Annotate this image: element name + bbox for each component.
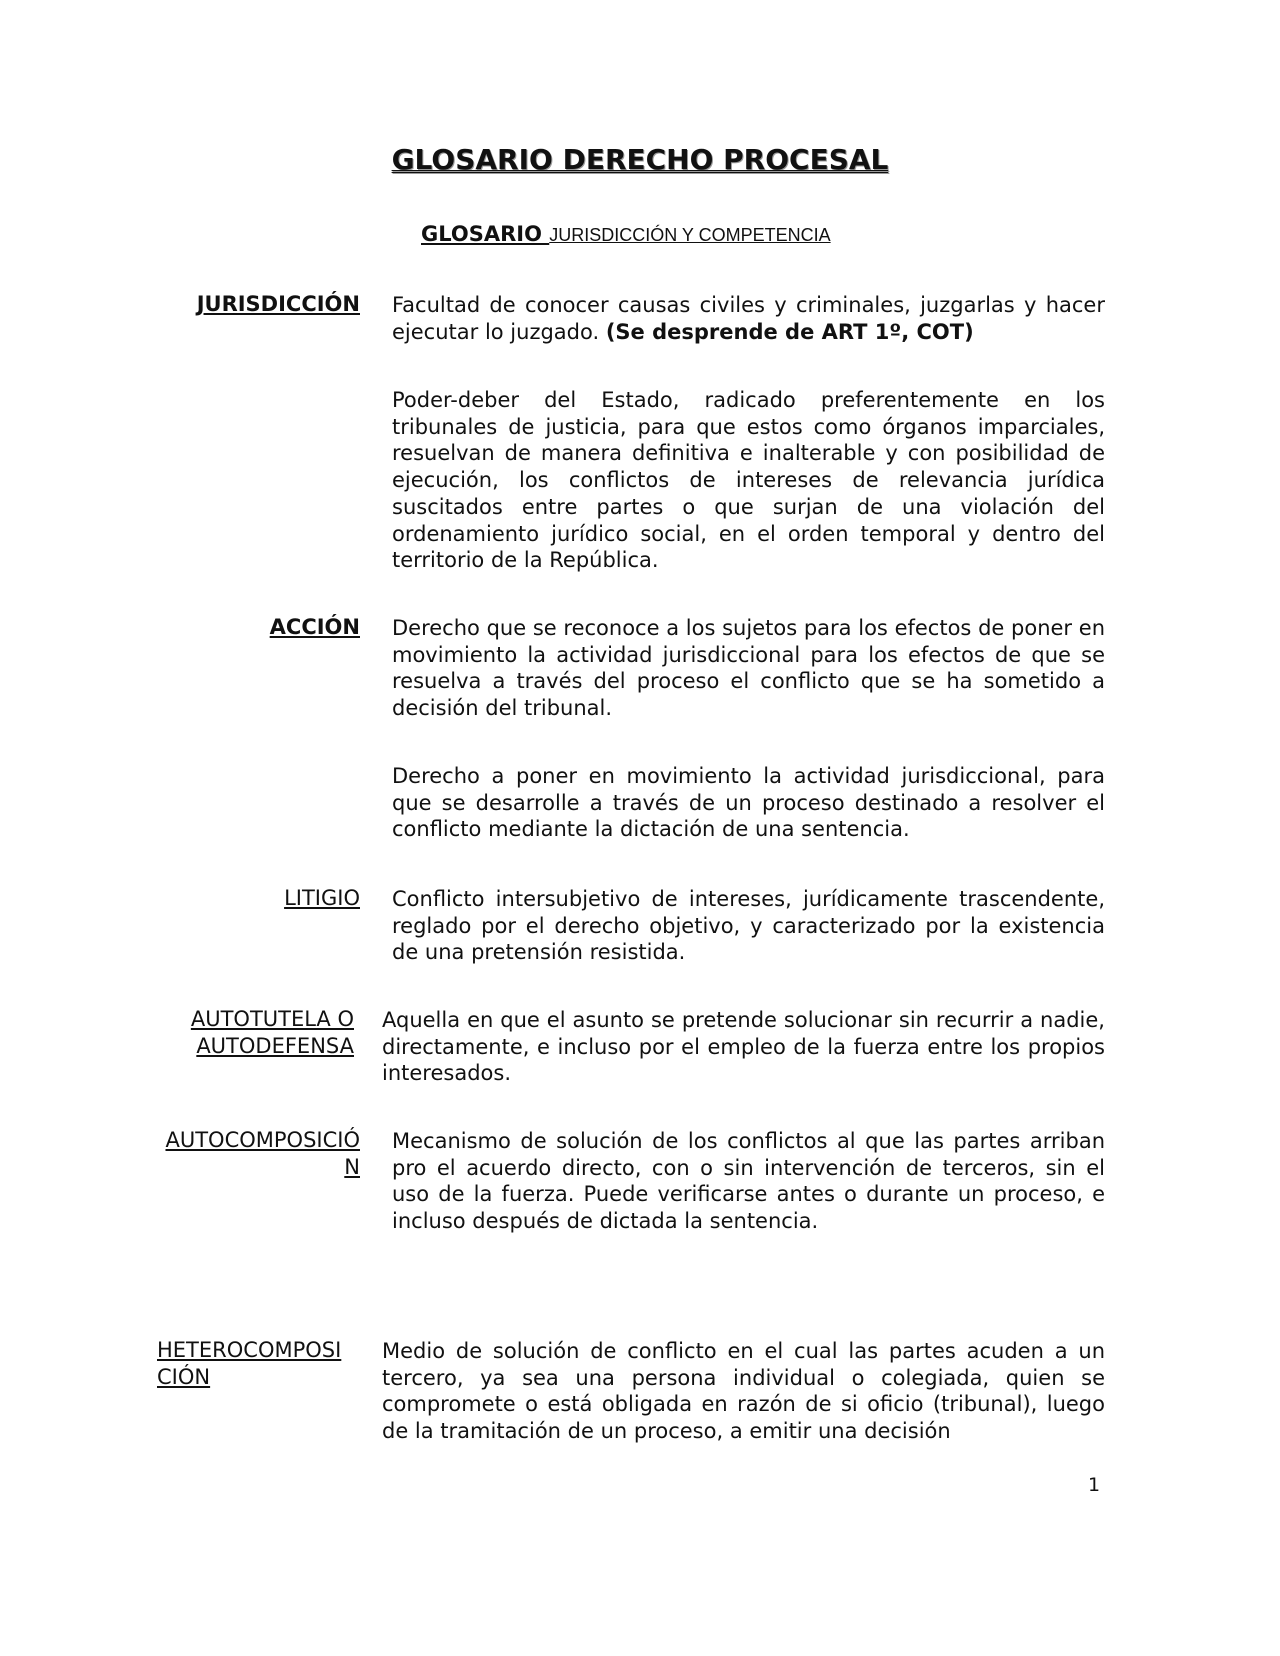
term-autotutela [191, 1006, 354, 1060]
definition-jurisdiccion-2: Poder-deber del Estado, radicado preferentemente en los tribunales de justicia, para que estos como órganos imparciales, resuelvan de manera definitiva e inalterable y con posibilidad de ejecución, los conflictos de intereses de relevancia jurídica suscitados entre partes o que surjan de una violación del ordenamiento jurídico social, en el orden temporal y dentro del territorio de la República. [392, 388, 1105, 573]
term-autocomposicion [165, 1127, 360, 1181]
subtitle-bold: GLOSARIO [421, 222, 550, 246]
definition-accion-2: Derecho a poner en movimiento la actividad jurisdiccional, para que se desarrolle a través de un proceso destinado a resolver el conflicto mediante la dictación de una sentencia. [392, 764, 1105, 842]
term-line: CIÓN [157, 1365, 211, 1389]
term-line: AUTODEFENSA [196, 1034, 354, 1058]
definition-litigio: Conflicto intersubjetivo de intereses, jurídicamente trascendente, reglado por el derecho objetivo, y caracterizado por la existencia de una pretensión resistida. [392, 887, 1105, 965]
term-line: AUTOCOMPOSICIÓ [165, 1128, 360, 1152]
definition-heterocomposicion: Medio de solución de conflicto en el cual las partes acuden a un tercero, ya sea una persona individual o colegiada, quien se compromete o está obligada en razón de si oficio (tribunal), luego de la tramitación de un proceso, a emitir una decisión [382, 1339, 1105, 1444]
term-line: N [344, 1155, 360, 1179]
definition-accion-1: Derecho que se reconoce a los sujetos para los efectos de poner en movimiento la actividad jurisdiccional para los efectos de que se resuelva a través del proceso el conflicto que se ha sometido a decisión del tribunal. [392, 616, 1105, 721]
term-line: HETEROCOMPOSI [157, 1338, 342, 1362]
definition-text: Facultad de conocer causas civiles y criminales, juzgarlas y hacer ejecutar lo juzgado. [392, 293, 1105, 344]
definition-jurisdiccion-1 [392, 292, 1105, 345]
subtitle-rest: JURISDICCIÓN Y COMPETENCIA [549, 225, 831, 245]
section-subtitle [421, 222, 831, 246]
document-title: GLOSARIO DERECHO PROCESAL [391, 143, 889, 176]
term-line: AUTOTUTELA O [190, 1007, 354, 1031]
definition-autotutela: Aquella en que el asunto se pretende solucionar sin recurrir a nadie, directamente, e incluso por el empleo de la fuerza entre los propios interesados. [382, 1008, 1105, 1086]
page-number: 1 [1088, 1474, 1101, 1496]
term-accion: ACCIÓN [269, 615, 360, 639]
term-jurisdiccion: JURISDICCIÓN [196, 292, 360, 316]
definition-autocomposicion: Mecanismo de solución de los conflictos al que las partes arriban pro el acuerdo directo, con o sin intervención de terceros, sin el uso de la fuerza. Puede verificarse antes o durante un proceso, e incluso después de dictada la sentencia. [392, 1129, 1105, 1234]
term-litigio: LITIGIO [284, 886, 360, 910]
definition-citation: (Se desprende de ART 1º, COT) [605, 319, 974, 344]
term-heterocomposicion [157, 1337, 341, 1391]
